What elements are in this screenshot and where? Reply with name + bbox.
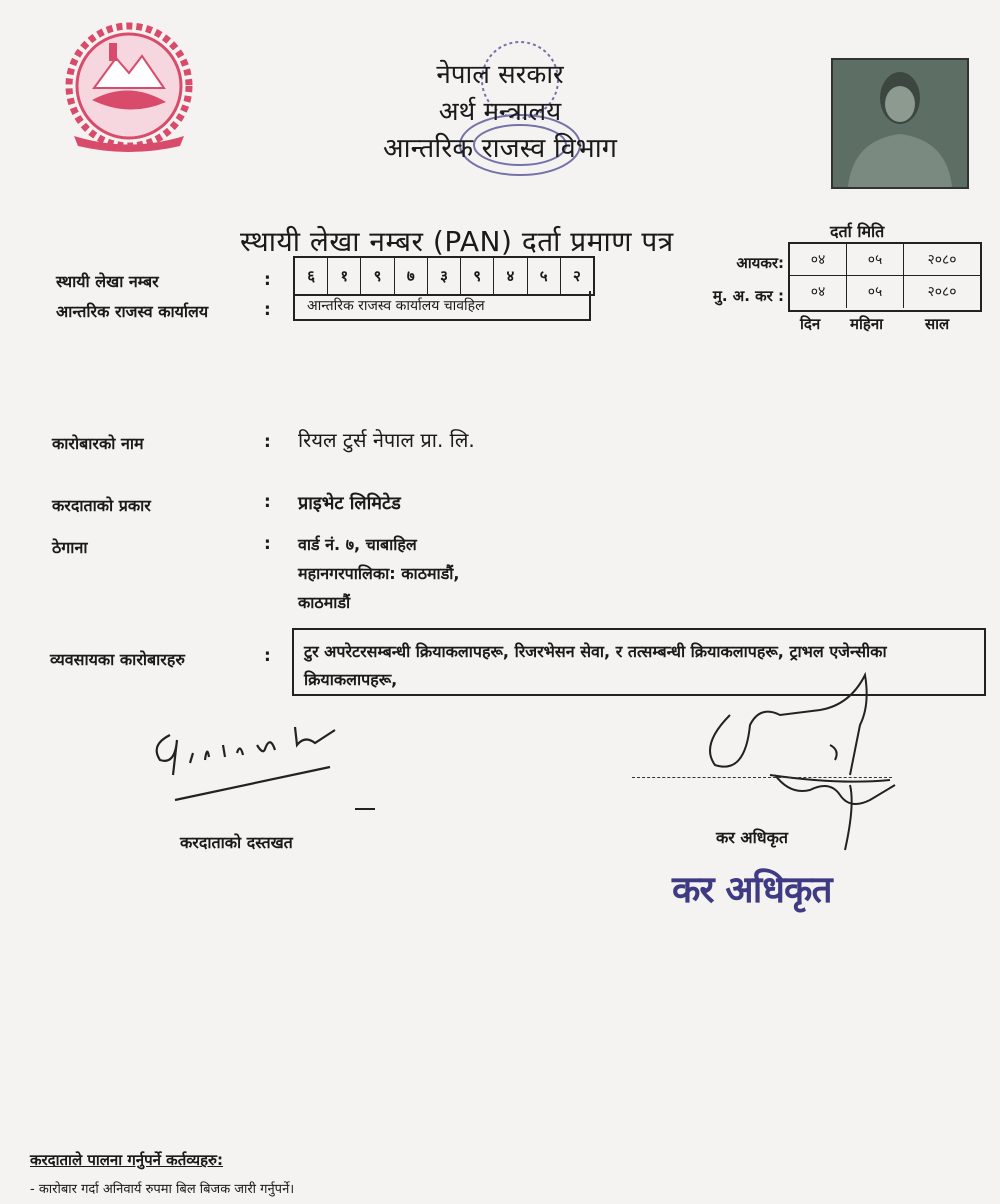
business-name-value: रियल टुर्स नेपाल प्रा. लि. [298,428,475,452]
pan-digit: ५ [528,258,561,294]
pan-digit: ३ [428,258,461,294]
address-line-2: महानगरपालिका: काठमाडौं, [298,564,460,583]
vat-year: २०८० [927,284,957,300]
registration-date-grid [788,242,982,312]
vat-label: मु. अ. कर : [712,287,784,305]
taxpayer-signature [145,715,345,805]
officer-sign-line [632,777,892,778]
office-label: आन्तरिक राजस्व कार्यालय [56,302,209,321]
header-government: नेपाल सरकार [436,60,564,90]
pan-digit: २ [572,267,581,285]
officer-stamp: कर अधिकृत [672,868,832,911]
taxpayer-signature-label: करदाताको दस्तखत [180,833,293,852]
taxpayer-type-label: करदाताको प्रकार [52,496,151,515]
pan-digit: ९ [461,258,494,294]
address-line-3: काठमाडौं [298,593,351,612]
officer-signature-label: कर अधिकृत [716,828,789,847]
year-label: साल [925,315,950,333]
income-tax-day: ०४ [790,244,847,276]
header-department: आन्तरिक राजस्व विभाग [382,133,617,164]
activities-colon: : [264,646,271,666]
taxpayer-type-colon: : [264,492,271,512]
address-line-1: वार्ड नं. ७, चाबाहिल [298,535,417,554]
pan-number-box [293,256,595,296]
pan-label: स्थायी लेखा नम्बर [56,272,159,291]
activities-value: टुर अपरेटरसम्बन्धी क्रियाकलापहरू, रिजरभेसन सेवा, र तत्सम्बन्धी क्रियाकलापहरू, ट्राभल एजेन्सीका क्रियाकलापहरू, [292,628,986,696]
pan-colon: : [264,270,271,290]
address-colon: : [264,534,271,554]
vat-month: ०५ [847,276,904,308]
activities-label: व्यवसायका कारोबारहरु [50,650,185,669]
office-value: आन्तरिक राजस्व कार्यालय चावहिल [293,291,591,321]
income-tax-year: २०८० [904,244,980,276]
pan-digit: ४ [494,258,527,294]
duties-title: करदाताले पालना गर्नुपर्ने कर्तव्यहरु: [30,1151,224,1169]
pan-digit: ६ [295,258,328,294]
taxpayer-photo [831,58,969,189]
duties-line-1: - कारोबार गर्दा अनिवार्य रुपमा बिल बिजक जारी गर्नुपर्ने। [30,1182,295,1197]
taxpayer-type-value: प्राइभेट लिमिटेड [298,493,401,514]
office-colon: : [264,300,271,320]
header-ministry: अर्थ मन्त्रालय [438,97,562,127]
business-name-label: कारोबारको नाम [52,434,144,453]
day-label: दिन [800,315,821,333]
certificate-title: स्थायी लेखा नम्बर (PAN) दर्ता प्रमाण पत्र [240,225,674,258]
taxpayer-sign-line [355,808,375,810]
income-tax-label: आयकर: [736,254,784,272]
pan-digit: १ [328,258,361,294]
vat-day: ०४ [790,276,847,308]
income-tax-month: ०५ [847,244,904,276]
pan-digit: ७ [395,258,428,294]
pan-digit: ९ [361,258,394,294]
registration-date-title: दर्ता मिति [830,222,885,241]
address-label: ठेगाना [52,538,88,557]
business-name-colon: : [264,432,271,452]
month-label: महिना [850,315,884,333]
